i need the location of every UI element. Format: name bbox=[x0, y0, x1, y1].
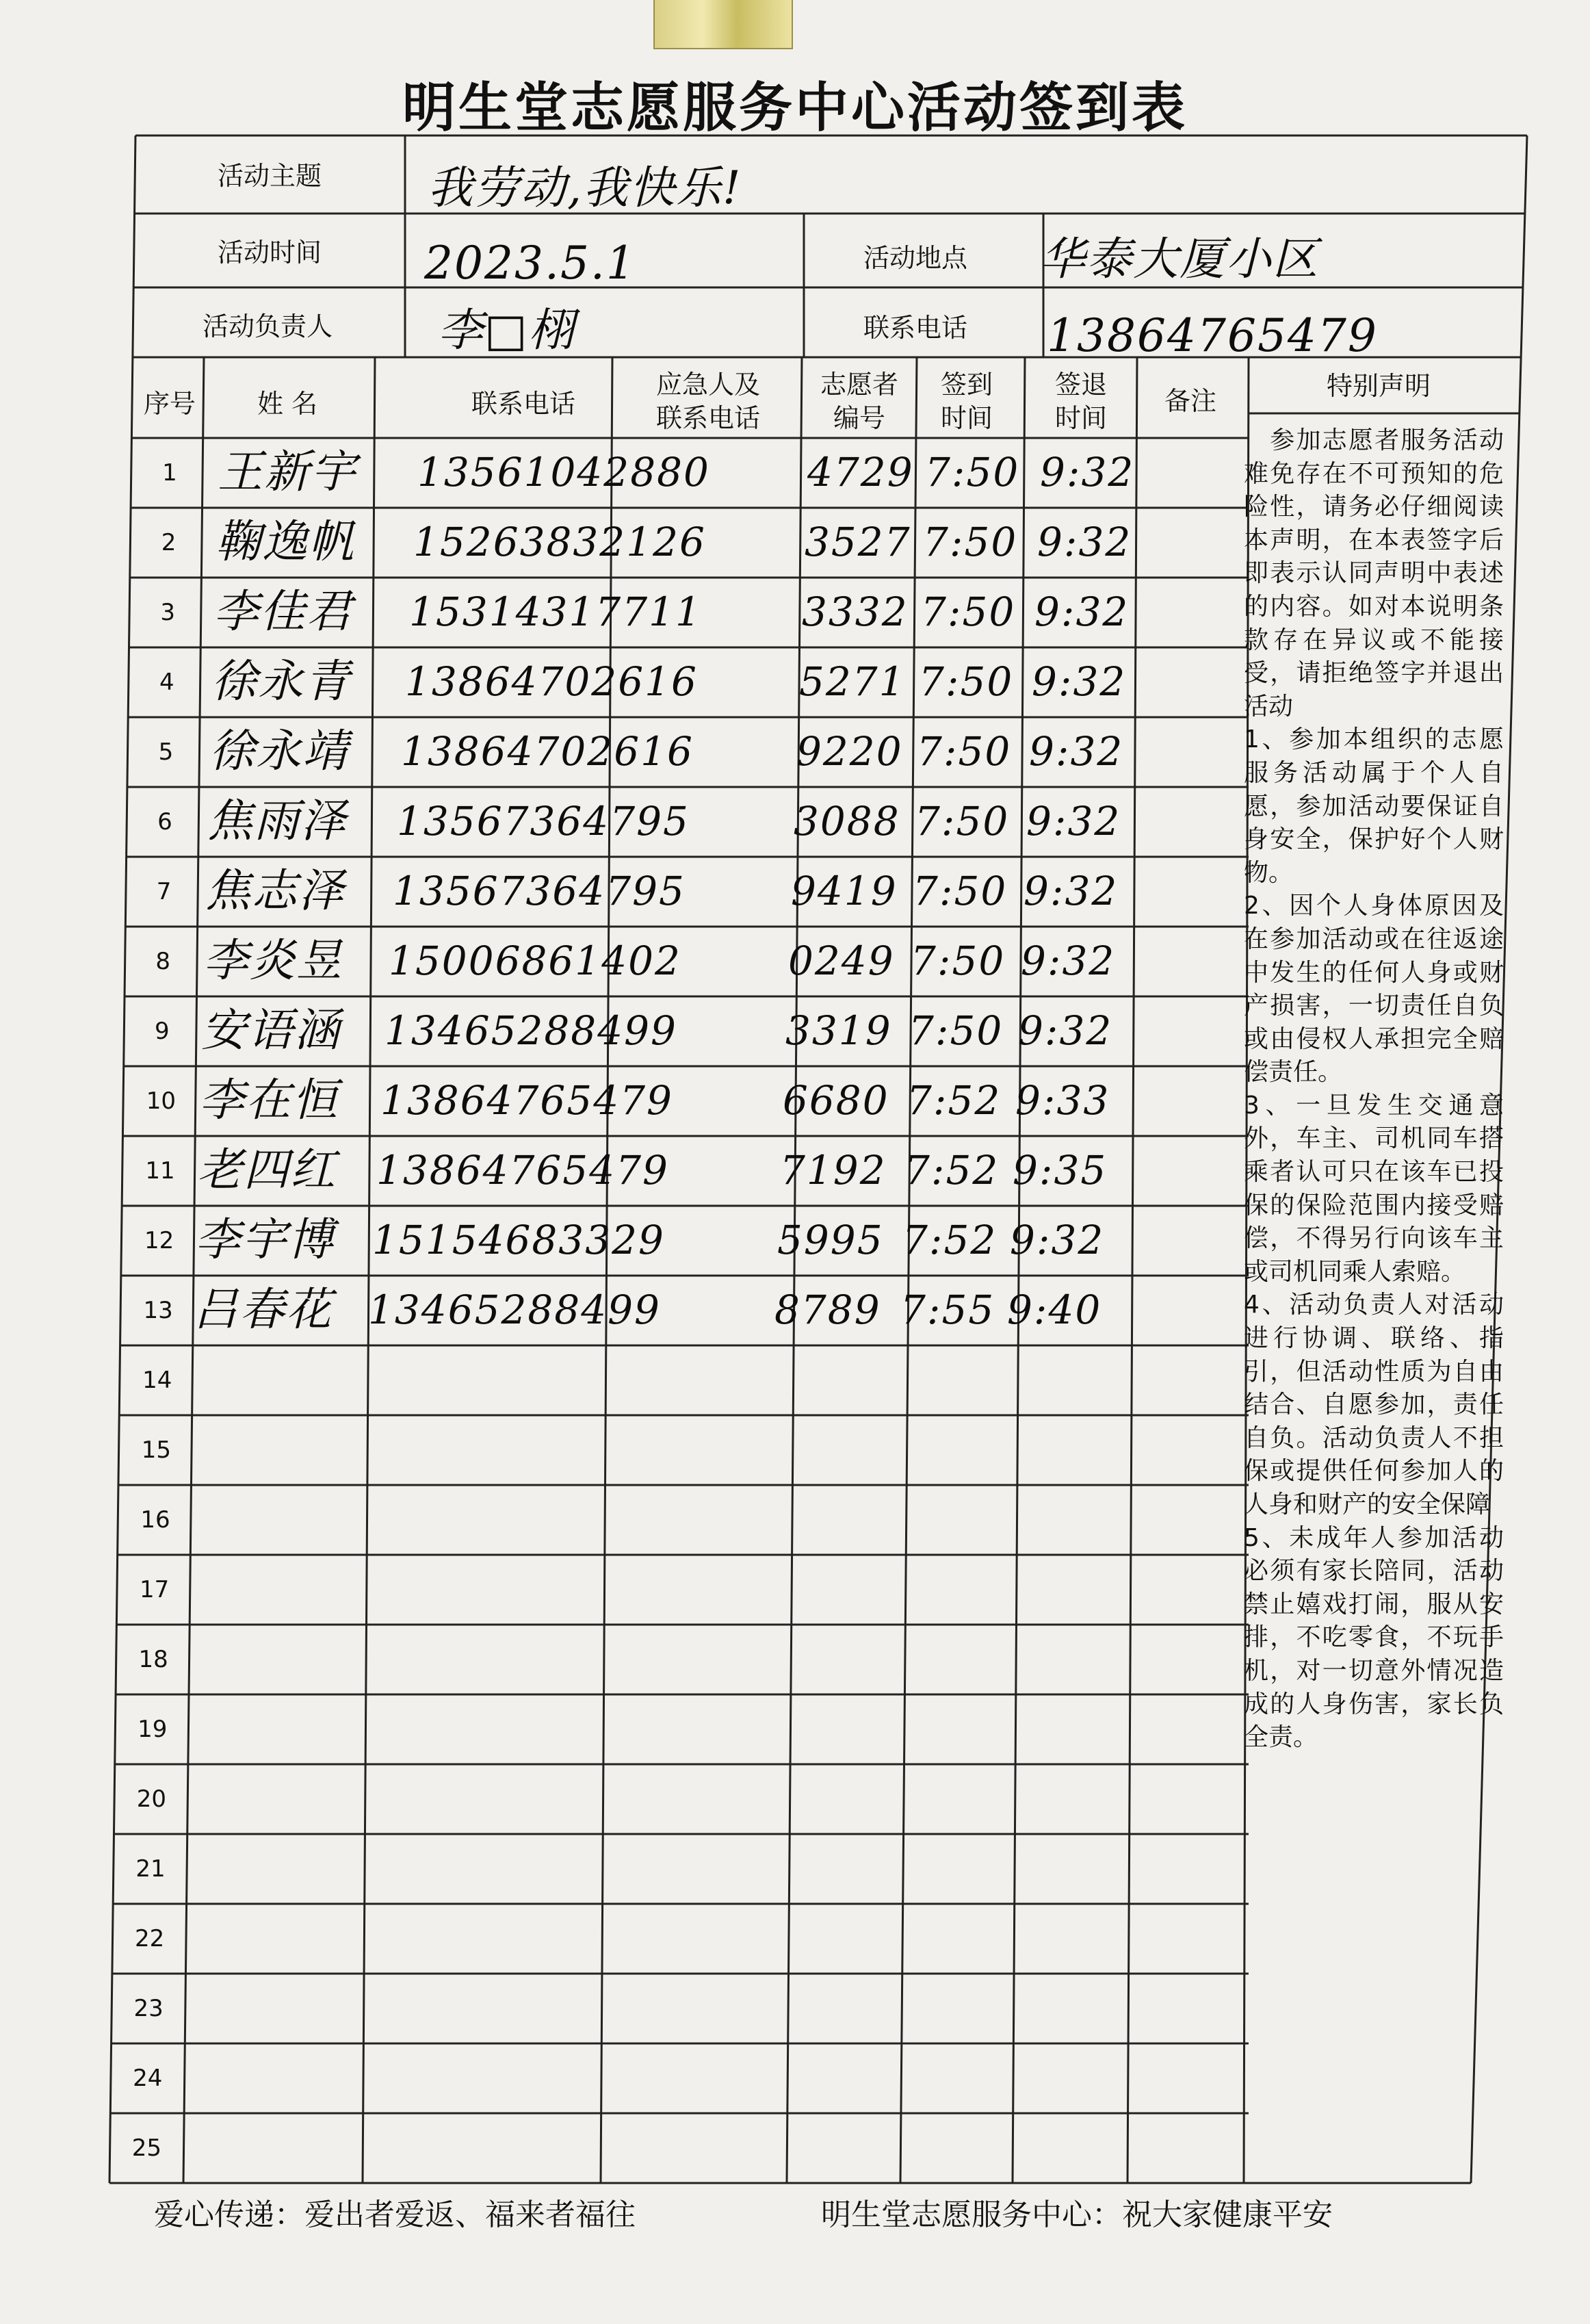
col-header-volunteer-id: 志愿者 编号 bbox=[820, 370, 898, 434]
row-index: 3 bbox=[160, 599, 175, 626]
row-sign-in: 7:50 bbox=[921, 589, 1016, 635]
special-declaration-text: 参加志愿者服务活动难免存在不可预知的危险性，请务必仔细阅读本声明，在本表签字后即表示认同声明中表述的内容。如对本说明条款存在异议或不能接受，请拒绝签字并退出活动 1、参加本组织的志愿服务活动属于个人自愿，参加活动要保证自身安全，保护好个人财物。 2、因个人身体原因及在参加活动或在往返途中发生的任何人身或财产损害，一切责任自负或由侵权人承担完全赔偿责任。 3、一旦发生交通意外，车主、司机同车搭乘者认可只在该车已投保的保险范围内接受赔偿，不得另行向该车主或司机同乘人索赔。 4、活动负责人对活动进行协调、联络、指引，但活动性质为自由结合、自愿参加，责任自负。活动负责人不担保或提供任何参加人的人身和财产的安全保障 5、未成年人参加活动必须有家长陪同，活动禁止嬉戏打闹，服从安排，不吃零食，不玩手机，对一切意外情况造成的人身伤害，家长负全责。 bbox=[1244, 426, 1504, 1752]
row-volunteer-id: 3527 bbox=[805, 519, 911, 565]
row-sign-in: 7:50 bbox=[925, 449, 1020, 495]
row-volunteer-id: 3088 bbox=[794, 798, 900, 844]
row-sign-out: 9:32 bbox=[1026, 798, 1121, 844]
row-sign-in: 7:52 bbox=[907, 1077, 1002, 1124]
row-index: 4 bbox=[159, 669, 174, 696]
theme-label: 活动主题 bbox=[218, 161, 322, 191]
col-header-emergency: 应急人及 联系电话 bbox=[655, 370, 760, 434]
row-index: 19 bbox=[138, 1716, 168, 1743]
row-name: 徐永青 bbox=[211, 655, 351, 708]
row-index: 22 bbox=[134, 1925, 165, 1952]
row-index: 16 bbox=[140, 1506, 170, 1534]
row-volunteer-id: 8789 bbox=[774, 1287, 881, 1333]
leader-label: 活动负责人 bbox=[203, 311, 333, 341]
row-sign-in: 7:52 bbox=[904, 1147, 1000, 1193]
row-phone: 15314317711 bbox=[409, 589, 702, 635]
row-sign-out: 9:32 bbox=[1034, 589, 1130, 635]
row-index: 5 bbox=[158, 738, 174, 766]
row-index: 6 bbox=[157, 808, 172, 836]
row-name: 焦雨泽 bbox=[207, 795, 347, 847]
row-phone: 15006861402 bbox=[389, 938, 681, 984]
row-volunteer-id: 0249 bbox=[788, 938, 895, 984]
row-sign-out: 9:32 bbox=[1032, 658, 1127, 705]
row-sign-in: 7:50 bbox=[915, 798, 1010, 844]
row-sign-in: 7:50 bbox=[913, 868, 1008, 914]
col-header-name: 姓 名 bbox=[257, 389, 318, 419]
row-sign-out: 9:32 bbox=[1010, 1217, 1105, 1263]
row-index: 11 bbox=[145, 1157, 175, 1185]
row-volunteer-id: 3332 bbox=[802, 589, 909, 635]
row-name: 吕春花 bbox=[193, 1283, 333, 1336]
row-volunteer-id: 7192 bbox=[780, 1147, 887, 1193]
time-value: 2023.5.1 bbox=[424, 237, 636, 289]
row-volunteer-id: 4729 bbox=[807, 449, 914, 495]
row-name: 鞠逸帆 bbox=[216, 515, 355, 568]
contact-phone-label: 联系电话 bbox=[863, 313, 968, 343]
location-value: 华泰大厦小区 bbox=[1040, 233, 1319, 285]
time-label: 活动时间 bbox=[218, 237, 322, 268]
footer-right-slogan: 明生堂志愿服务中心：祝大家健康平安 bbox=[821, 2197, 1333, 2232]
row-name: 李宇博 bbox=[195, 1213, 335, 1266]
row-sign-out: 9:32 bbox=[1024, 868, 1119, 914]
row-index: 20 bbox=[136, 1785, 167, 1813]
row-volunteer-id: 3319 bbox=[785, 1007, 892, 1054]
row-sign-out: 9:32 bbox=[1040, 449, 1135, 495]
row-phone: 13465288499 bbox=[368, 1287, 661, 1333]
row-index: 18 bbox=[138, 1646, 168, 1673]
row-name: 王新宇 bbox=[218, 446, 357, 498]
row-index: 2 bbox=[161, 529, 177, 556]
row-sign-out: 9:33 bbox=[1015, 1077, 1110, 1124]
row-phone: 15263832126 bbox=[413, 519, 706, 565]
row-index: 25 bbox=[131, 2134, 162, 2162]
col-header-sign-in: 签到 时间 bbox=[940, 370, 993, 434]
row-sign-in: 7:50 bbox=[917, 728, 1012, 775]
row-phone: 13864702616 bbox=[405, 658, 698, 705]
row-index: 24 bbox=[133, 2065, 163, 2092]
row-phone: 13465288499 bbox=[385, 1007, 677, 1054]
theme-value: 我劳动,我快乐! bbox=[428, 162, 742, 214]
row-name: 徐永靖 bbox=[209, 725, 349, 777]
col-line-index bbox=[183, 357, 204, 2183]
col-header-note: 备注 bbox=[1164, 386, 1216, 416]
row-sign-in: 7:50 bbox=[919, 658, 1014, 705]
row-sign-in: 7:52 bbox=[902, 1217, 998, 1263]
row-sign-out: 9:35 bbox=[1013, 1147, 1108, 1193]
row-phone: 13561042880 bbox=[417, 449, 710, 495]
contact-phone-value: 13864765479 bbox=[1047, 309, 1378, 362]
row-name: 焦志泽 bbox=[205, 864, 345, 917]
row-index: 15 bbox=[141, 1436, 172, 1464]
row-phone: 13864765479 bbox=[380, 1077, 673, 1124]
row-sign-in: 7:50 bbox=[923, 519, 1018, 565]
row-phone: 13864765479 bbox=[376, 1147, 669, 1193]
col-header-declaration: 特别声明 bbox=[1326, 371, 1431, 401]
row-phone: 13864702616 bbox=[401, 728, 694, 775]
row-sign-out: 9:32 bbox=[1021, 938, 1116, 984]
leader-value: 李□栩 bbox=[438, 304, 575, 357]
row-volunteer-id: 9220 bbox=[796, 728, 903, 775]
location-label: 活动地点 bbox=[863, 243, 968, 273]
row-volunteer-id: 6680 bbox=[783, 1077, 889, 1124]
row-index: 8 bbox=[155, 948, 170, 975]
row-sign-in: 7:55 bbox=[900, 1287, 995, 1333]
row-name: 李炎昱 bbox=[203, 934, 343, 987]
col-header-index: 序号 bbox=[143, 389, 196, 419]
row-phone: 13567364795 bbox=[393, 868, 686, 914]
page-title: 明生堂志愿服务中心活动签到表 bbox=[402, 77, 1188, 139]
row-index: 7 bbox=[156, 878, 172, 905]
row-sign-out: 9:32 bbox=[1018, 1007, 1113, 1054]
row-phone: 13567364795 bbox=[397, 798, 690, 844]
row-index: 14 bbox=[142, 1367, 172, 1394]
row-index: 17 bbox=[139, 1576, 170, 1603]
row-phone: 15154683329 bbox=[372, 1217, 665, 1263]
row-sign-out: 9:40 bbox=[1007, 1287, 1102, 1333]
col-header-sign-out: 签退 时间 bbox=[1054, 370, 1107, 434]
row-index: 10 bbox=[146, 1087, 177, 1115]
row-volunteer-id: 9419 bbox=[791, 868, 898, 914]
row-index: 13 bbox=[143, 1297, 173, 1324]
footer-left-slogan: 爱心传递：爱出者爱返、福来者福往 bbox=[154, 2197, 636, 2232]
col-header-phone: 联系电话 bbox=[471, 389, 575, 419]
row-sign-in: 7:50 bbox=[911, 938, 1006, 984]
row-name: 安语涵 bbox=[201, 1004, 341, 1057]
row-index: 1 bbox=[162, 459, 177, 487]
row-sign-in: 7:50 bbox=[909, 1007, 1004, 1054]
row-volunteer-id: 5995 bbox=[777, 1217, 884, 1263]
col-line-name bbox=[363, 357, 375, 2183]
row-index: 9 bbox=[154, 1018, 170, 1045]
row-index: 23 bbox=[133, 1995, 164, 2022]
row-index: 21 bbox=[135, 1855, 166, 1883]
row-sign-out: 9:32 bbox=[1029, 728, 1124, 775]
row-sign-out: 9:32 bbox=[1037, 519, 1132, 565]
row-volunteer-id: 5271 bbox=[799, 658, 906, 705]
row-name: 老四红 bbox=[197, 1144, 337, 1196]
row-name: 李在恒 bbox=[199, 1074, 339, 1126]
row-name: 李佳君 bbox=[213, 585, 353, 638]
col-line-emergency bbox=[787, 357, 802, 2183]
row-index: 12 bbox=[144, 1227, 174, 1254]
